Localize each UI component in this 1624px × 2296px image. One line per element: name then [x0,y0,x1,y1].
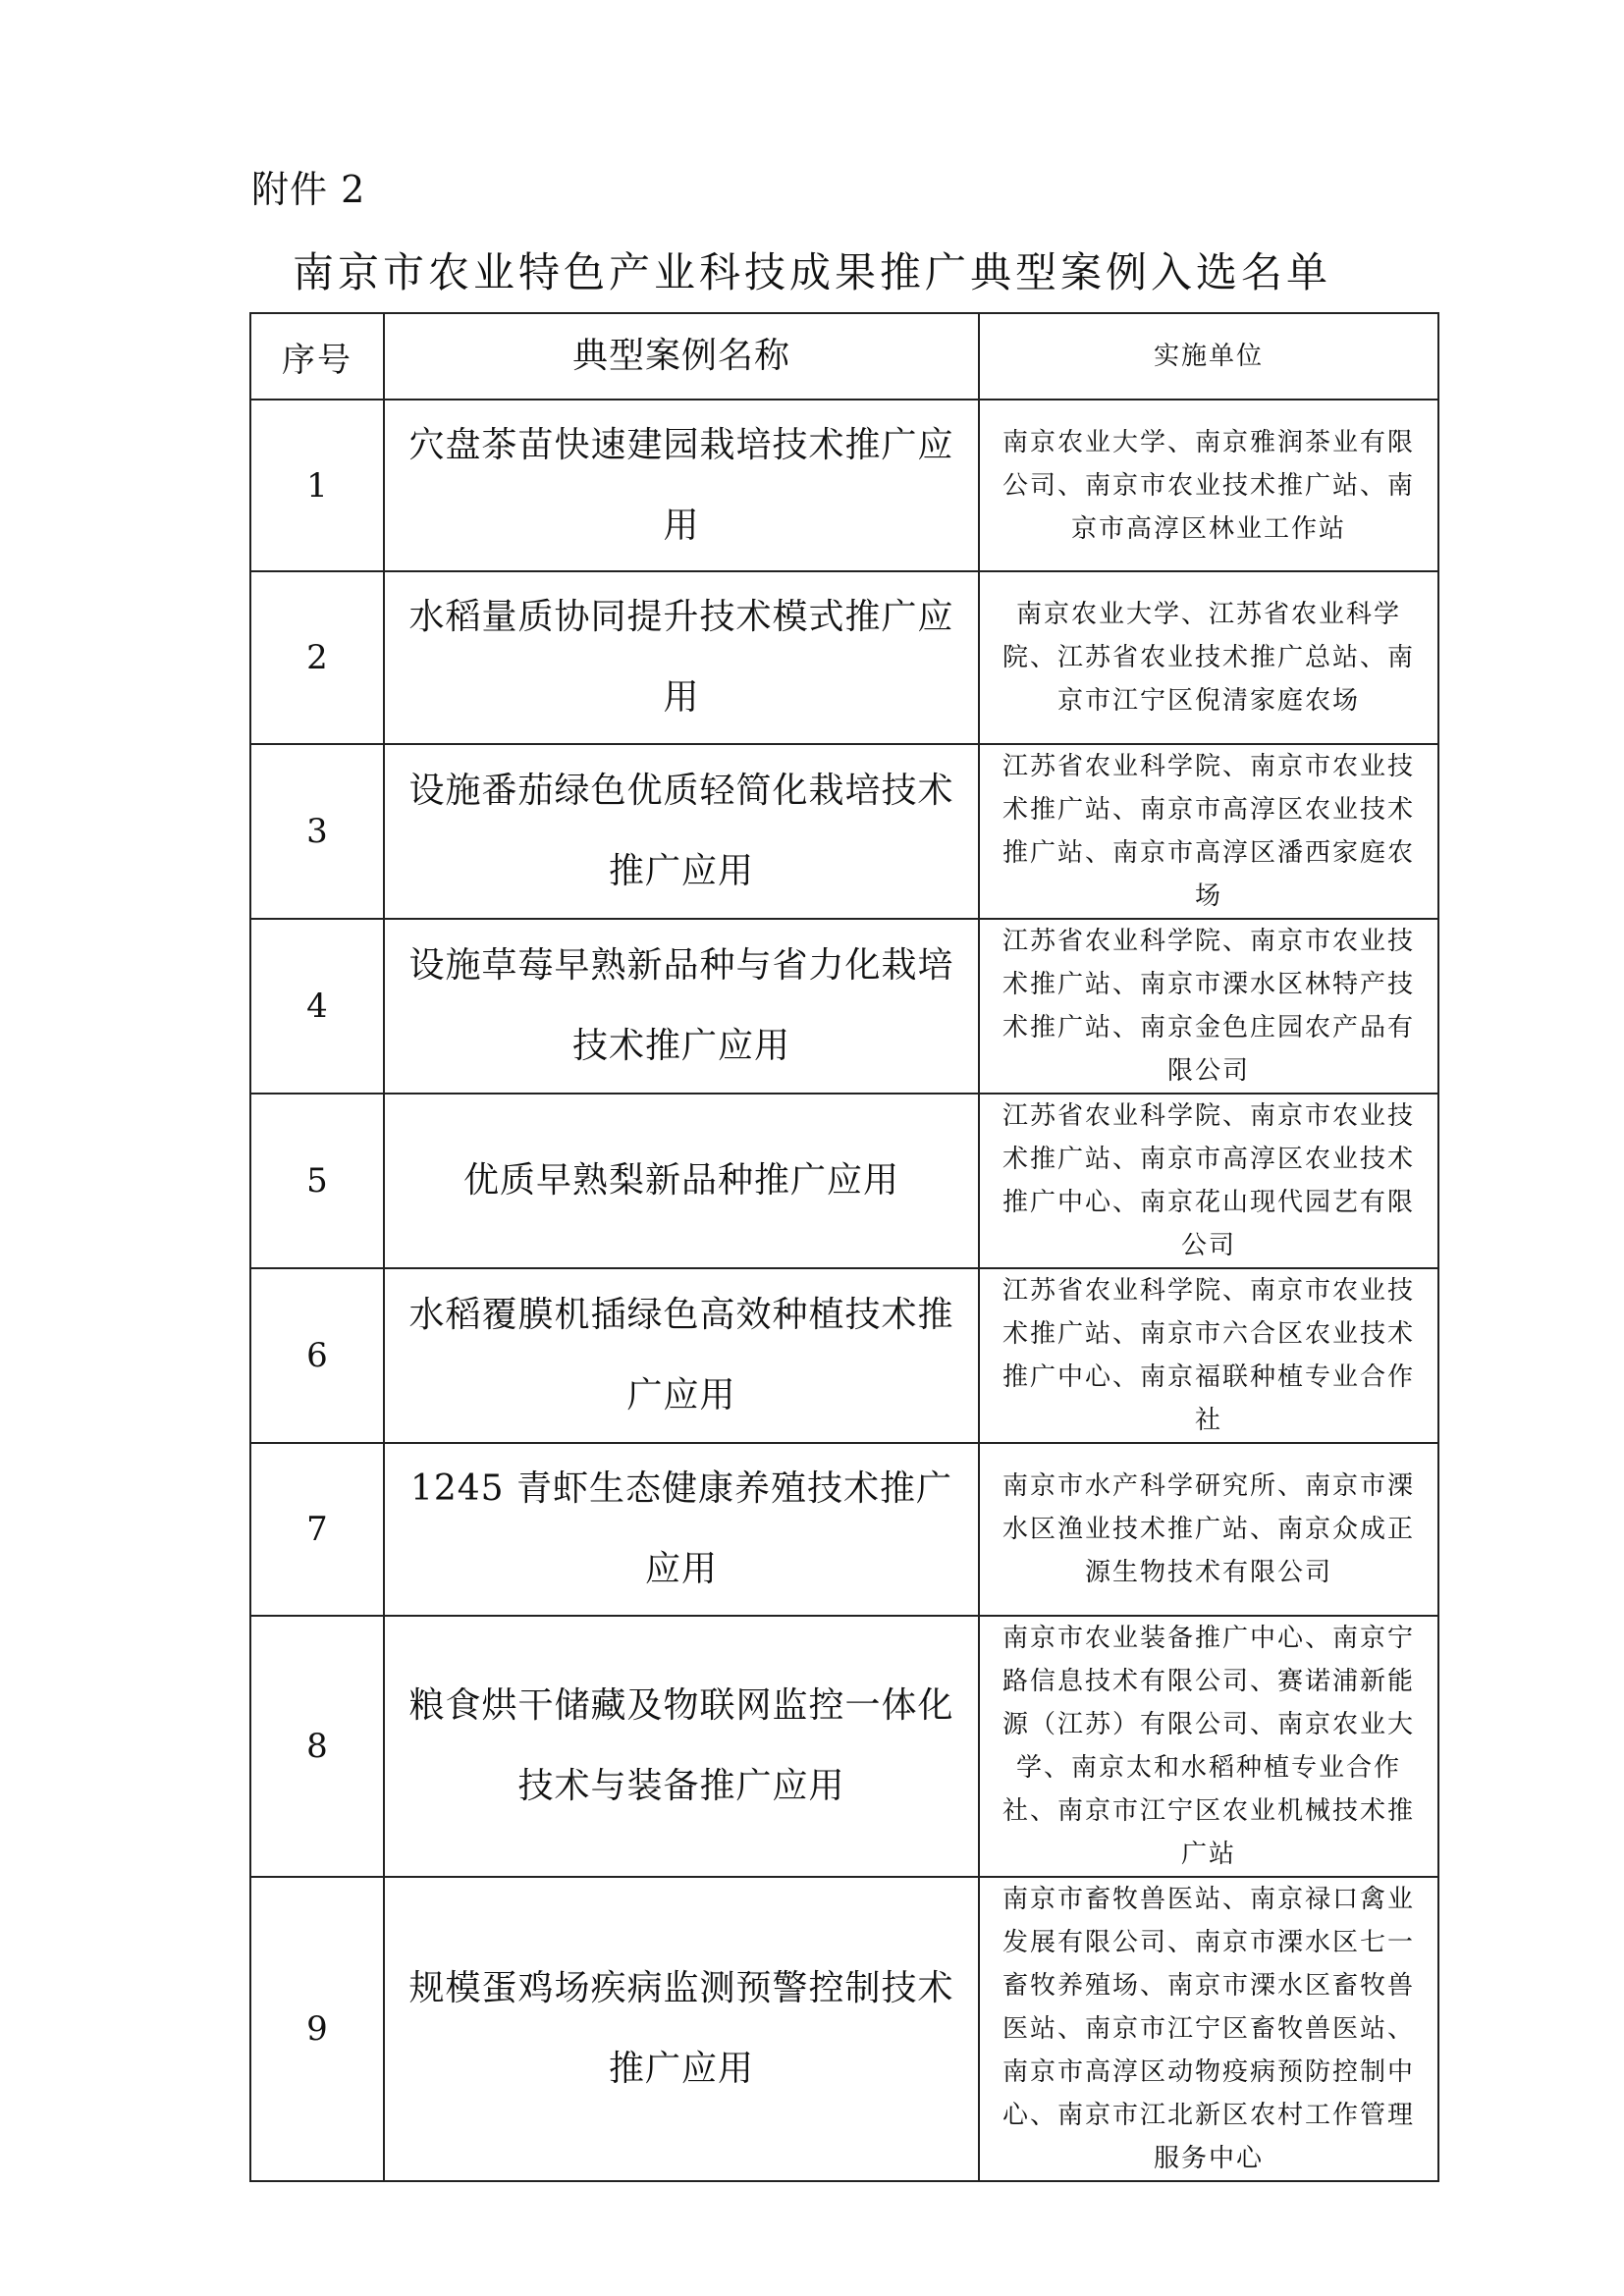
row-number: 9 [250,1877,384,2181]
header-case-name: 典型案例名称 [384,313,979,400]
row-case-name: 优质早熟梨新品种推广应用 [384,1094,979,1268]
row-case-name: 水稻覆膜机插绿色高效种植技术推广应用 [384,1268,979,1443]
row-number: 3 [250,744,384,919]
row-case-name: 设施草莓早熟新品种与省力化栽培技术推广应用 [384,919,979,1094]
row-case-name: 设施番茄绿色优质轻简化栽培技术推广应用 [384,744,979,919]
header-number: 序号 [250,313,384,400]
row-case-name: 水稻量质协同提升技术模式推广应用 [384,571,979,744]
row-case-name: 粮食烘干储藏及物联网监控一体化技术与装备推广应用 [384,1616,979,1877]
case-table [249,312,1439,2182]
row-number: 2 [250,571,384,744]
document-title: 南京市农业特色产业科技成果推广典型案例入选名单 [292,248,1331,296]
table-row [250,744,1438,919]
table-row [250,1094,1438,1268]
table-row [250,1616,1438,1877]
row-unit: 江苏省农业科学院、南京市农业技术推广站、南京市六合区农业技术推广中心、南京福联种植专业合作社 [979,1268,1438,1443]
row-unit: 江苏省农业科学院、南京市农业技术推广站、南京市溧水区林特产技术推广站、南京金色庄园农产品有限公司 [979,919,1438,1094]
row-number: 1 [250,400,384,571]
row-number: 6 [250,1268,384,1443]
row-case-name: 规模蛋鸡场疾病监测预警控制技术推广应用 [384,1877,979,2181]
row-unit: 南京市农业装备推广中心、南京宁路信息技术有限公司、赛诺浦新能源（江苏）有限公司、南京农业大学、南京太和水稻种植专业合作社、南京市江宁区农业机械技术推广站 [979,1616,1438,1877]
attachment-label: 附件 2 [251,168,366,211]
table-row [250,919,1438,1094]
table-row [250,1443,1438,1616]
row-unit: 南京农业大学、南京雅润茶业有限公司、南京市农业技术推广站、南京市高淳区林业工作站 [979,400,1438,571]
row-number: 4 [250,919,384,1094]
row-number: 5 [250,1094,384,1268]
table-row [250,400,1438,571]
row-unit: 江苏省农业科学院、南京市农业技术推广站、南京市高淳区农业技术推广站、南京市高淳区潘西家庭农场 [979,744,1438,919]
row-unit: 南京市水产科学研究所、南京市溧水区渔业技术推广站、南京众成正源生物技术有限公司 [979,1443,1438,1616]
row-number: 7 [250,1443,384,1616]
table-row [250,571,1438,744]
row-unit: 南京市畜牧兽医站、南京禄口禽业发展有限公司、南京市溧水区七一畜牧养殖场、南京市溧水区畜牧兽医站、南京市江宁区畜牧兽医站、南京市高淳区动物疫病预防控制中心、南京市江北新区农村工作管理服务中心 [979,1877,1438,2181]
header-implementing-unit: 实施单位 [979,313,1438,400]
table-header-row [250,313,1438,400]
row-case-name: 穴盘茶苗快速建园栽培技术推广应用 [384,400,979,571]
row-number: 8 [250,1616,384,1877]
row-unit: 南京农业大学、江苏省农业科学院、江苏省农业技术推广总站、南京市江宁区倪清家庭农场 [979,571,1438,744]
table-row [250,1877,1438,2181]
table-row [250,1268,1438,1443]
row-unit: 江苏省农业科学院、南京市农业技术推广站、南京市高淳区农业技术推广中心、南京花山现代园艺有限公司 [979,1094,1438,1268]
row-case-name: 1245 青虾生态健康养殖技术推广应用 [384,1443,979,1616]
